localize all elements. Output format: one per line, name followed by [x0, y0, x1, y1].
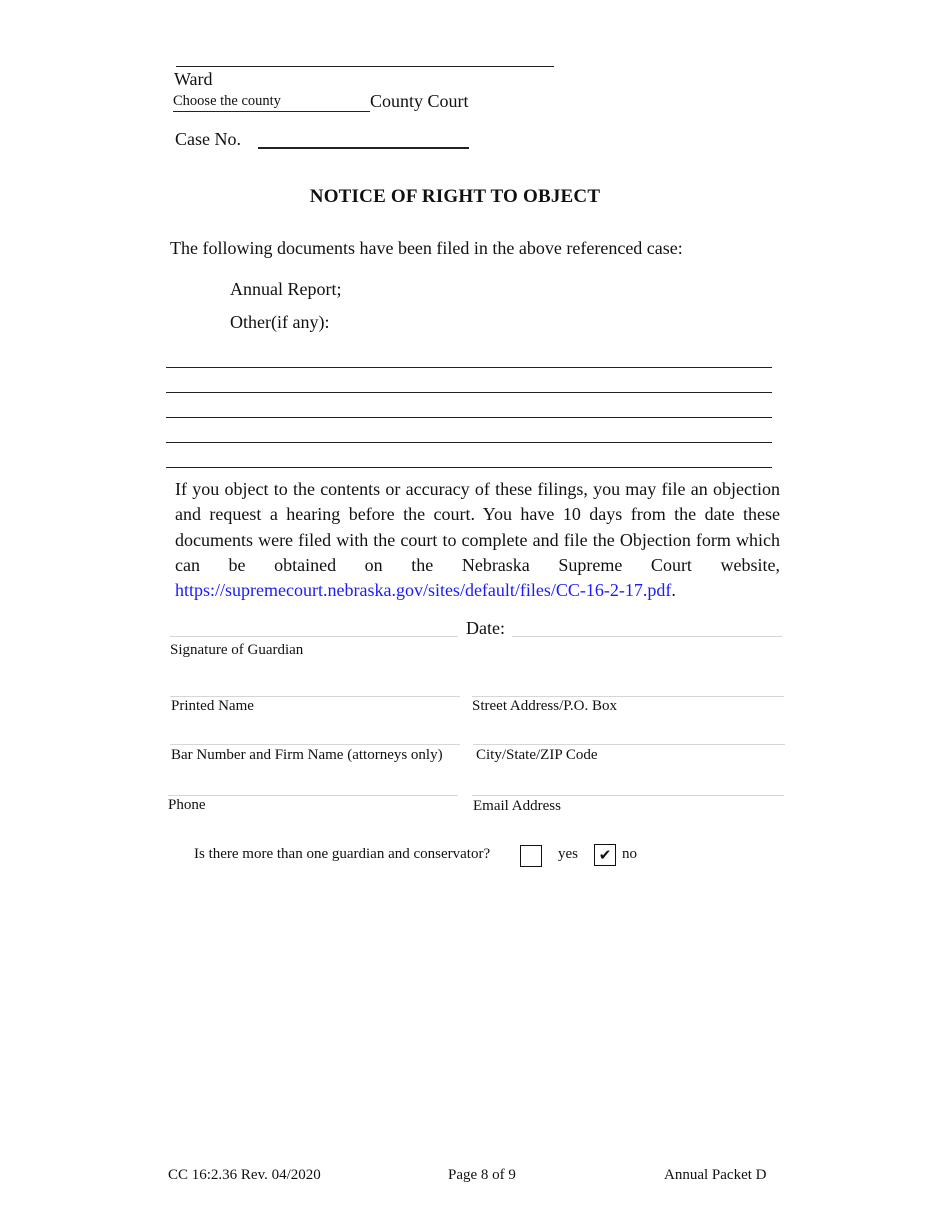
notice-paragraph — [175, 477, 780, 603]
footer-form-id: CC 16:2.36 Rev. 04/2020 — [168, 1167, 321, 1183]
objection-form-link[interactable]: https://supremecourt.nebraska.gov/sites/default/files/CC-16-2-17.pdf — [175, 580, 672, 601]
case-no-label: Case No. — [175, 129, 241, 149]
printed-name-field[interactable] — [170, 696, 460, 697]
other-document-line-3[interactable] — [166, 417, 772, 418]
intro-text: The following documents have been filed in the above referenced case: — [170, 238, 683, 258]
street-address-label: Street Address/P.O. Box — [472, 698, 618, 714]
other-document-line-1[interactable] — [166, 367, 772, 368]
phone-field[interactable] — [168, 795, 458, 796]
notice-text-end: . — [671, 580, 676, 601]
case-no-field[interactable] — [258, 147, 469, 149]
bar-number-field[interactable] — [170, 744, 460, 745]
multiple-guardians-question: Is there more than one guardian and conservator? — [194, 846, 491, 862]
phone-label: Phone — [168, 797, 206, 813]
other-document-line-4[interactable] — [166, 442, 772, 443]
date-label: Date: — [466, 618, 505, 638]
printed-name-label: Printed Name — [171, 698, 254, 714]
footer-page-number: Page 8 of 9 — [448, 1167, 516, 1183]
ward-label: Ward — [174, 69, 213, 89]
city-state-zip-label: City/State/ZIP Code — [476, 747, 598, 763]
signature-label: Signature of Guardian — [170, 642, 304, 658]
other-documents-label: Other(if any): — [230, 312, 330, 332]
signature-field[interactable] — [170, 636, 458, 637]
checkmark-icon: ✔ — [598, 845, 612, 864]
date-field[interactable] — [512, 636, 782, 637]
ward-name-line[interactable] — [176, 66, 554, 67]
bar-number-label: Bar Number and Firm Name (attorneys only) — [171, 747, 443, 763]
no-checkbox[interactable] — [594, 844, 616, 866]
city-state-zip-field[interactable] — [473, 744, 785, 745]
email-label: Email Address — [473, 798, 561, 814]
notice-text: If you object to the contents or accuracy of these filings, you may file an objection and request a hearing before the court. You have 10 days from the date these documents were filed with the court to complete and file the Objection form which can be obtained on the Nebraska Supreme Court website, — [175, 479, 780, 575]
street-address-field[interactable] — [472, 696, 784, 697]
county-court-label: County Court — [370, 91, 469, 111]
other-document-line-2[interactable] — [166, 392, 772, 393]
no-label: no — [622, 846, 637, 862]
county-select[interactable]: Choose the county — [173, 93, 281, 109]
footer-packet-name: Annual Packet D — [664, 1167, 767, 1183]
email-field[interactable] — [472, 795, 784, 796]
annual-report-item: Annual Report; — [230, 279, 342, 299]
county-select-underline — [173, 111, 370, 112]
yes-checkbox[interactable] — [520, 845, 542, 867]
other-document-line-5[interactable] — [166, 467, 772, 468]
page-title: NOTICE OF RIGHT TO OBJECT — [309, 186, 601, 207]
yes-label: yes — [558, 846, 578, 862]
